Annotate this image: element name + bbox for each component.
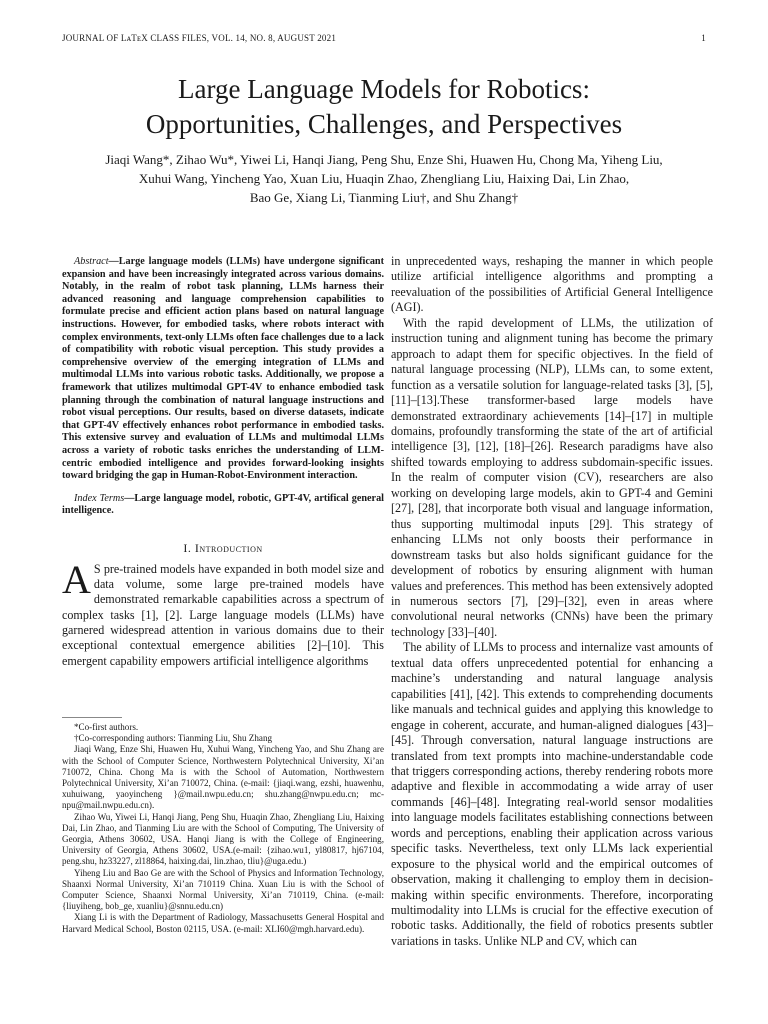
footnote-divider: [62, 717, 122, 718]
intro-text: S pre-trained models have expanded in both model size and data volume, some large pre-trained models have demonstrated remarkable capabilities across a spectrum of complex tasks [1], [2]. Large language models (LLMs) have garnered widespread attention in various domains due to their exceptional contextual emergence abilities [2]–[10]. This emergent capability empowers artificial intelligence algorithms: [62, 561, 384, 668]
right-paragraph-3: The ability of LLMs to process and internalize vast amounts of textual data offers unprecedented potential for enhancing a machine’s understanding and natural language analysis capabilities [41], [42]. This extends to comprehending documents like manuals and technical guides and applying this knowledge to engage in coherent, accurate, and human-aligned dialogues [43]–[45]. Through conversation, natural language instructions are translated from text prompts into machine-understandable code that triggers corresponding actions, thereby rendering robots more adaptive and flexible in accommodating a wide array of user commands [46]–[48]. Integrating real-world sensor modalities into language models facilitates establishing connections between words and perceptions, enabling their application across various specific tasks. Nevertheless, text only LLMs lack experiential exposure to the physical world and the empirical outcomes of observation, making it challenging to employ them in decision-making within specific environments. Therefore, incorporating multimodality into LLMs is crucial for the effective execution of robotic tasks. Additionally, the field of robotics presents subtler variations in tasks. Unlike NLP and CV, which can: [391, 640, 713, 948]
section-heading-introduction: [62, 541, 384, 556]
index-terms-label: Index Terms: [74, 492, 125, 504]
right-paragraph-2: With the rapid development of LLMs, the utilization of instruction tuning and alignment tuning has become the primary approach to adapt them for specific objectives. In the field of natural language processing (NLP), LLMs can, to some extent, function as a versatile solution for language-related tasks [3], [5], [11]–[13].These transformer-based large models have demonstrated extraordinary achievements [14]–[17] in multiple domains, profoundly transforming the state of the art of artificial intelligence [3], [12], [18]–[26]. Research paradigms have also shifted towards employing to address subdomain-specific issues. In the realm of computer vision (CV), researchers are also working on developing large models, akin to GPT-4 and Gemini [27], [28], that incorporate both visual and language information, thus supporting multimodal inputs [29]. This strategy of enhancing LLMs not only boosts their performance in downstream tasks but also holds significant guidance for the development of robotics by ensuring alignment with human values and preferences. This method has been extensively adopted in numerous sectors [7], [29]–[32], even in areas where convolutional neural networks (CNNs) have been the primary technology [33]–[40].: [391, 315, 713, 639]
right-paragraph-1: in unprecedented ways, reshaping the manner in which people utilize artificial intelligence algorithms and prompting a reevaluation of the possibilities of Artificial General Intelligence (AGI).: [391, 254, 713, 315]
authors-line-1: Jiaqi Wang*, Zihao Wu*, Yiwei Li, Hanqi Jiang, Peng Shu, Enze Shi, Huawen Hu, Chong Ma, Yiheng Liu,: [105, 152, 663, 167]
footnote-affiliation-2: Zihao Wu, Yiwei Li, Hanqi Jiang, Peng Shu, Huaqin Zhao, Zhengliang Liu, Haixing Dai, Lin Zhao, and Tianming Liu are with the School of Computing, The University of Georgia, Athens 30602, USA. Hanqi Jiang is with the College of Engineering, University of Georgia, Athens 30602, USA.(e-mail: {zihao.wu1, yl80817, hj67104, peng.shu, hz33227, zl18864, haixing.dai, lin.zhao, tliu}@uga.edu.): [62, 811, 384, 867]
intro-paragraph: [62, 556, 384, 669]
paper-title: [40, 72, 728, 142]
section-title: Introduction: [194, 540, 263, 555]
right-column: [391, 254, 713, 949]
journal-info: JOURNAL OF LᴀTᴇX CLASS FILES, VOL. 14, NO. 8, AUGUST 2021: [62, 33, 337, 43]
footnote-affiliation-4: Xiang Li is with the Department of Radiology, Massachusetts General Hospital and Harvard Medical School, Boston 02115, USA. (e-mail: XLI60@mgh.harvard.edu).: [62, 912, 384, 934]
footnotes: [62, 722, 384, 935]
title-line-1: Large Language Models for Robotics:: [178, 74, 590, 104]
left-column: [62, 256, 384, 669]
abstract: [62, 256, 384, 483]
authors-line-2: Xuhui Wang, Yincheng Yao, Xuan Liu, Huaqin Zhao, Zhengliang Liu, Haixing Dai, Lin Zhao,: [138, 171, 630, 186]
abstract-label: Abstract: [74, 256, 109, 267]
page-number: 1: [701, 33, 706, 43]
footnote-cofirst: *Co-first authors.: [74, 722, 139, 732]
title-line-2: Opportunities, Challenges, and Perspectives: [145, 109, 623, 139]
section-number: I.: [183, 540, 192, 555]
index-terms-text: —Large language model, robotic, GPT-4V, artifical general intelligence.: [62, 492, 384, 517]
drop-cap: A: [62, 556, 91, 602]
index-terms: [62, 493, 384, 518]
footnote-affiliation-1: Jiaqi Wang, Enze Shi, Huawen Hu, Xuhui Wang, Yincheng Yao, and Shu Zhang are with the School of Computer Science, Northwestern Polytechnical University, Xi’an 710072, China. Chong Ma is with the School of Automation, Northwestern Polytechnical University, Xi’an 710072, China. (e-mail: {jiaqi.wang, ezshi, huawenhu, xuhuiwang, yaoyincheng }@mail.nwpu.edu.cn; shu.zhang@nwpu.edu.cn; mc-npu@mail.nwpu.edu.cn).: [62, 744, 384, 811]
author-list: [40, 150, 728, 207]
authors-line-3: Bao Ge, Xiang Li, Tianming Liu†, and Shu Zhang†: [249, 190, 519, 205]
footnote-affiliation-3: Yiheng Liu and Bao Ge are with the School of Physics and Information Technology, Shaanxi Normal University, Xi’an 710119 China. Xuan Liu is with the School of Computer Science, Shaanxi Normal University, Xi’an 710119, China. (e-mail: {liuyiheng, bob_ge, xuanliu}@snnu.edu.cn): [62, 867, 384, 912]
footnote-corresponding: †Co-corresponding authors: Tianming Liu, Shu Zhang: [74, 733, 273, 744]
running-header: [62, 33, 706, 43]
abstract-text: —Large language models (LLMs) have undergone significant expansion and have been increasingly integrated across various domains. Notably, in the realm of robot task planning, LLMs harness their advanced reasoning and language comprehension capabilities to formulate precise and efficient action plans based on natural language instructions. However, for embodied tasks, where robots interact with complex environments, text-only LLMs often face challenges due to a lack of compatibility with robotic visual perception. This study provides a comprehensive overview of the emerging integration of LLMs and multimodal LLMs into various robotic tasks. Additionally, we propose a framework that utilizes multimodal GPT-4V to enhance embodied task planning through the combination of natural language instructions and robot visual perceptions. Our results, based on diverse datasets, indicate that GPT-4V effectively enhances robot performance in embodied tasks. This extensive survey and evaluation of LLMs and multimodal LLMs across a variety of robotic tasks enriches the understanding of LLM-centric embodied intelligence and provides forward-looking insights toward bridging the gap in Human-Robot-Environment interaction.: [62, 256, 384, 482]
